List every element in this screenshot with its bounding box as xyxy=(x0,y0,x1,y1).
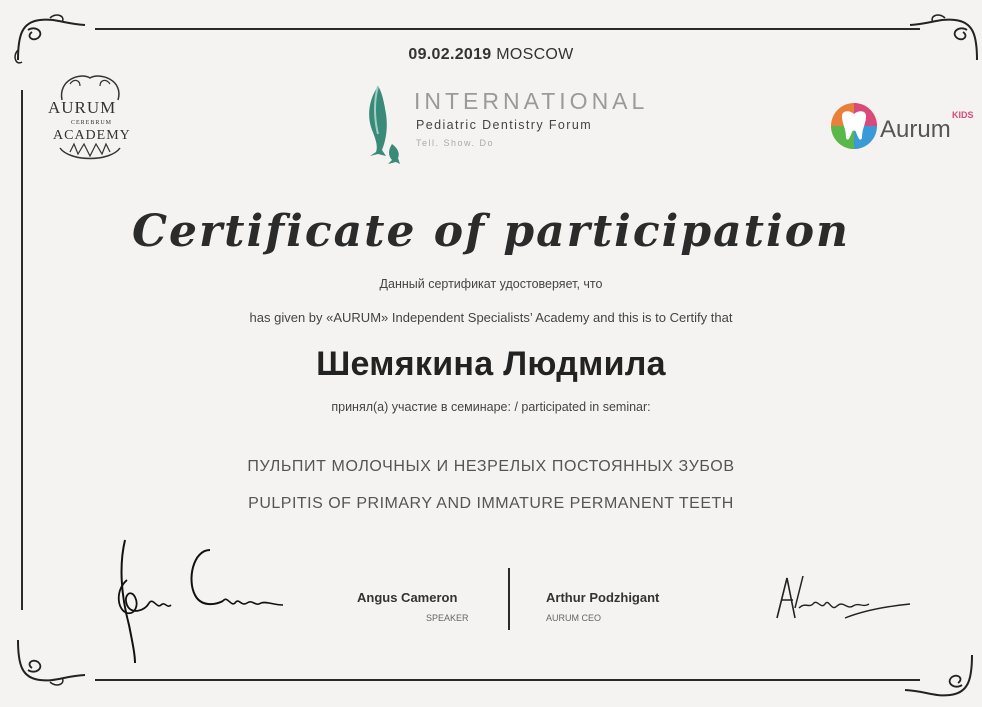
tooth-icon xyxy=(830,98,880,154)
event-date: 09.02.2019 xyxy=(408,46,492,63)
forum-subtitle: Pediatric Dentistry Forum xyxy=(416,118,593,132)
kids-badge: KIDS xyxy=(952,110,974,120)
speaker-role: SPEAKER xyxy=(426,613,469,623)
event-date-city xyxy=(0,46,982,64)
corner-ornament-bottom-left-icon xyxy=(10,630,90,690)
seminar-title-ru: ПУЛЬПИТ МОЛОЧНЫХ И НЕЗРЕЛЫХ ПОСТОЯННЫХ ЗУБОВ xyxy=(247,458,735,475)
bottom-border-line xyxy=(95,679,920,681)
intro-ru: Данный сертификат удостоверяет, что xyxy=(379,277,603,291)
seminar-title-en: PULPITIS OF PRIMARY AND IMMATURE PERMANENT TEETH xyxy=(248,495,734,512)
speaker-signature xyxy=(105,535,290,670)
academy-logo-word-2: CEREBRUM xyxy=(71,120,113,126)
forum-tagline: Tell. Show. Do xyxy=(416,138,495,148)
academy-logo-word-3: ACADEMY xyxy=(53,128,131,143)
ceo-role: AURUM CEO xyxy=(546,613,602,623)
speaker-name: Angus Cameron xyxy=(357,590,458,605)
kids-brand: Aurum xyxy=(880,116,951,143)
participated-line: принял(а) участие в семинаре: / participated in seminar: xyxy=(331,400,651,414)
forum-logo xyxy=(356,84,686,164)
aurum-academy-logo xyxy=(40,70,140,170)
aurum-kids-logo xyxy=(830,98,982,158)
intro-en: has given by «AURUM» Independent Specialists’ Academy and this is to Certify that xyxy=(249,310,733,325)
certificate-title: Certificate of participation xyxy=(131,206,851,257)
whale-icon xyxy=(356,84,406,164)
forum-title: INTERNATIONAL xyxy=(414,88,649,114)
participant-name: Шемякина Людмила xyxy=(316,345,666,383)
ceo-signature xyxy=(765,568,915,638)
top-border-line xyxy=(95,28,920,30)
corner-ornament-bottom-right-icon xyxy=(900,645,980,705)
ceo-name: Arthur Podzhigant xyxy=(546,590,660,605)
academy-logo-word-1: AURUM xyxy=(48,98,117,117)
event-city: MOSCOW xyxy=(496,46,574,63)
signatory-divider xyxy=(508,568,510,630)
